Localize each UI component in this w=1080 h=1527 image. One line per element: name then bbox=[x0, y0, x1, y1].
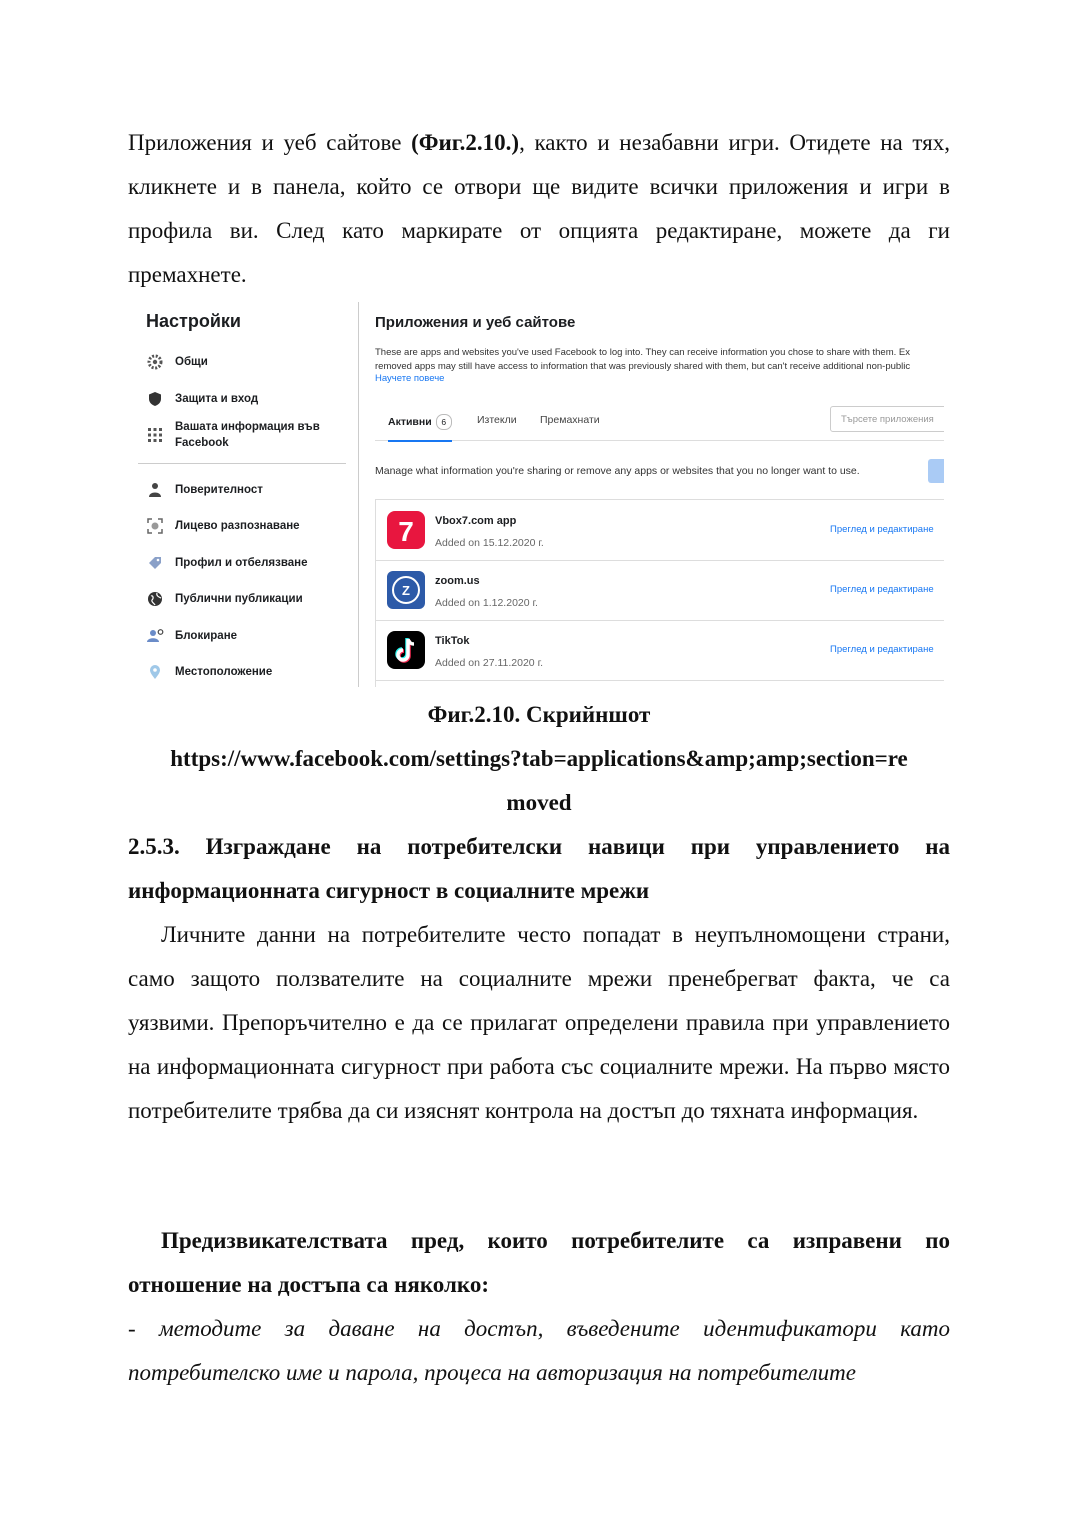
search-input[interactable]: Търсете приложения bbox=[830, 406, 944, 432]
app-row bbox=[376, 620, 944, 681]
list-item: - методите за даване на достъп, въведените идентификатори като потребителско име и парола, процеса на авторизация на потребителите bbox=[128, 1316, 950, 1385]
intro-text-start: Приложения и уеб сайтове bbox=[128, 130, 412, 155]
view-edit-link[interactable]: Преглед и редактиране bbox=[830, 644, 934, 655]
tab-count-badge: 6 bbox=[436, 414, 452, 430]
challenges-heading: Предизвикателствата пред, които потребителите са изправени по отношение на достъпа са няколко: bbox=[128, 1228, 950, 1297]
sidebar-title: Настройки bbox=[146, 311, 241, 331]
tag-icon bbox=[146, 554, 164, 572]
figure-reference: (Фиг.2.10.) bbox=[411, 130, 520, 155]
description-line: These are apps and websites you've used Facebook to log into. They can receive information you chose to share with them. Ex bbox=[375, 347, 910, 358]
panel-title: Приложения и уеб сайтове bbox=[375, 314, 576, 331]
intro-paragraph bbox=[128, 121, 950, 297]
sidebar-item-label: Публични публикации bbox=[175, 593, 303, 605]
app-row bbox=[376, 500, 944, 561]
view-edit-link[interactable]: Преглед и редактиране bbox=[830, 524, 934, 535]
face-icon bbox=[146, 517, 164, 535]
sidebar-item-label: Вашата информация във Facebook bbox=[175, 421, 320, 449]
manage-info-text: Manage what information you're sharing or remove any apps or websites that you no longer want to use. bbox=[375, 465, 860, 477]
section-heading: 2.5.3. Изграждане на потребителски навици при управлението на информационната сигурност в социалните мрежи bbox=[128, 834, 950, 903]
svg-text:7: 7 bbox=[398, 516, 414, 547]
caption-url: https://www.facebook.com/settings?tab=applications&amp;amp;section=re bbox=[170, 746, 908, 771]
app-added-date: Added on 15.12.2020 г. bbox=[435, 537, 544, 549]
app-added-date: Added on 1.12.2020 г. bbox=[435, 597, 538, 609]
vbox7-icon bbox=[387, 511, 425, 549]
learn-more-link[interactable]: Научете повече bbox=[375, 373, 445, 384]
app-name: Vbox7.com app bbox=[435, 515, 517, 527]
sidebar-item-your-info[interactable] bbox=[146, 419, 356, 451]
remove-button[interactable] bbox=[928, 459, 944, 483]
settings-sidebar bbox=[132, 302, 359, 687]
sidebar-divider bbox=[138, 463, 346, 464]
description-line: removed apps may still have access to information that was previously shared with them, but can't receive additional non-public bbox=[375, 360, 911, 372]
tab-label: Активни bbox=[388, 416, 432, 428]
app-name: zoom.us bbox=[435, 575, 480, 587]
sidebar-item-blocking[interactable] bbox=[146, 627, 356, 645]
app-row bbox=[376, 560, 944, 621]
apps-panel bbox=[375, 302, 944, 687]
sidebar-item-location[interactable] bbox=[146, 663, 356, 681]
view-edit-link[interactable]: Преглед и редактиране bbox=[830, 584, 934, 595]
tiktok-icon bbox=[387, 631, 425, 669]
sidebar-item-privacy[interactable] bbox=[146, 481, 356, 499]
app-added-date: Added on 27.11.2020 г. bbox=[435, 657, 544, 669]
block-user-icon bbox=[146, 627, 164, 645]
app-name: TikTok bbox=[435, 635, 470, 647]
grid-icon bbox=[146, 426, 164, 444]
caption-url-end: moved bbox=[506, 790, 572, 815]
sidebar-item-label: Лицево разпознаване bbox=[175, 520, 300, 532]
figure-caption bbox=[128, 693, 950, 825]
location-pin-icon bbox=[146, 663, 164, 681]
gear-icon bbox=[146, 353, 164, 371]
sidebar-item-label: Местоположение bbox=[175, 666, 273, 678]
intro-text-rest: , както и незабавни игри. Отидете на тях, кликнете и в панела, който се отвори ще видите всички приложения и игри в профила ви. След като маркирате от опцията редактиране, можете да ги премахнете. bbox=[128, 130, 951, 287]
sidebar-item-general[interactable] bbox=[146, 353, 356, 371]
app-list bbox=[375, 499, 944, 687]
facebook-settings-screenshot bbox=[132, 302, 944, 687]
body-paragraph: Личните данни на потребителите често попадат в неупълномощени страни, само защото ползвателите на социалните мрежи пренебрегват факта, че са уязвими. Препоръчително е да се прилагат определени правила при управлението на информационната сигурност при работа със социалните мрежи. На първо място потребителите трябва да си изяснят контрола на достъп до тяхната информация. bbox=[128, 922, 950, 1123]
sidebar-item-profile-tagging[interactable] bbox=[146, 554, 356, 572]
tab-active[interactable] bbox=[388, 414, 452, 442]
lock-icon bbox=[146, 481, 164, 499]
tab-expired[interactable]: Изтекли bbox=[477, 414, 517, 426]
sidebar-item-label: Профил и отбелязване bbox=[175, 557, 308, 569]
tab-removed[interactable]: Премахнати bbox=[540, 414, 600, 426]
sidebar-item-public-posts[interactable] bbox=[146, 590, 356, 608]
apps-tabs bbox=[375, 402, 944, 441]
svg-text:Z: Z bbox=[402, 583, 410, 598]
caption-title: Фиг.2.10. Скрийншот bbox=[427, 702, 651, 727]
shield-icon bbox=[146, 390, 164, 408]
sidebar-item-label: Защита и вход bbox=[175, 393, 259, 405]
zoom-icon bbox=[387, 571, 425, 609]
sidebar-item-face-recognition[interactable] bbox=[146, 517, 356, 535]
globe-icon bbox=[146, 590, 164, 608]
sidebar-item-label: Блокиране bbox=[175, 630, 238, 642]
panel-description bbox=[375, 346, 944, 373]
sidebar-item-label: Общи bbox=[175, 356, 208, 368]
sidebar-item-security[interactable] bbox=[146, 390, 356, 408]
sidebar-item-label: Поверителност bbox=[175, 484, 263, 496]
